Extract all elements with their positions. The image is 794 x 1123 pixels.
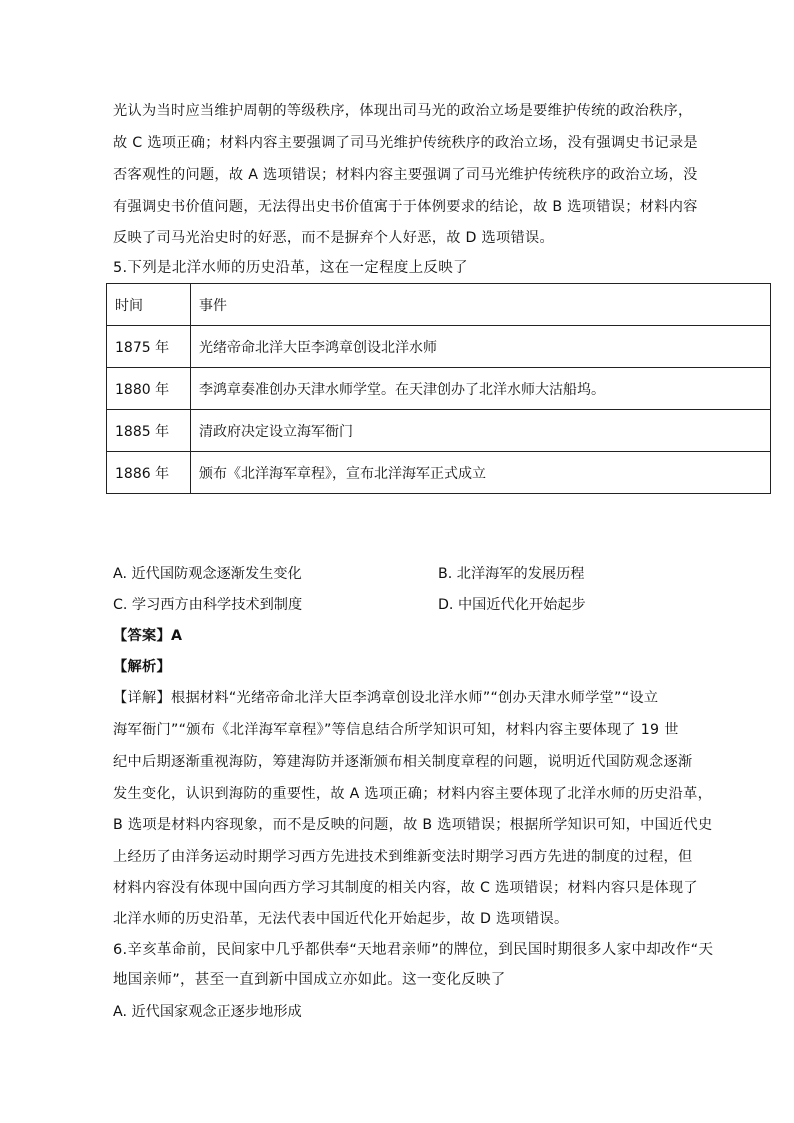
option-a: A. 近代国家观念正逐步地形成 xyxy=(113,1004,302,1020)
analysis-line: 海军衙门”“颁布《北洋海军章程》”等信息结合所学知识可知，材料内容主要体现了 19 世 xyxy=(113,722,679,738)
table-header-row xyxy=(107,284,771,326)
analysis-line: 反映了司马光治史时的好恶，而不是摒弃个人好恶，故 D 选项错误。 xyxy=(113,230,554,246)
analysis-line: 【详解】根据材料“光绪帝命北洋大臣李鸿章创设北洋水师”“创办天津水师学堂”“设立 xyxy=(113,690,659,706)
question-stem: 地国亲师”，甚至一直到新中国成立亦如此。这一变化反映了 xyxy=(113,972,506,988)
table-cell-year: 1885 年 xyxy=(107,410,191,452)
table-row xyxy=(107,410,771,452)
analysis-line: 北洋水师的历史沿革，无法代表中国近代化开始起步，故 D 选项错误。 xyxy=(113,911,569,927)
table-row xyxy=(107,452,771,494)
history-table xyxy=(106,283,771,494)
option-c: C. 学习西方由科学技术到制度 xyxy=(113,597,303,613)
table-cell-year: 1880 年 xyxy=(107,368,191,410)
table-cell-event: 光绪帝命北洋大臣李鸿章创设北洋水师 xyxy=(191,326,771,368)
table-cell-event: 清政府决定设立海军衙门 xyxy=(191,410,771,452)
question-stem: 5.下列是北洋水师的历史沿革，这在一定程度上反映了 xyxy=(113,260,468,276)
answer-label: 【答案】A xyxy=(113,628,183,644)
analysis-line: 材料内容没有体现中国向西方学习其制度的相关内容，故 C 选项错误；材料内容只是体现了 xyxy=(113,880,698,896)
table-cell-event: 李鸿章奏准创办天津水师学堂。在天津创办了北洋水师大沽船坞。 xyxy=(191,368,771,410)
table-cell-event: 颁布《北洋海军章程》，宣布北洋海军正式成立 xyxy=(191,452,771,494)
analysis-line: 光认为当时应当维护周朝的等级秩序，体现出司马光的政治立场是要维护传统的政治秩序， xyxy=(113,103,693,119)
option-a: A. 近代国防观念逐渐发生变化 xyxy=(113,566,302,582)
table-row xyxy=(107,326,771,368)
analysis-line: 纪中后期逐渐重视海防，筹建海防并逐渐颁布相关制度章程的问题，说明近代国防观念逐渐 xyxy=(113,754,693,770)
analysis-label: 【解析】 xyxy=(113,659,171,675)
analysis-line: 发生变化，认识到海防的重要性，故 A 选项正确；材料内容主要体现了北洋水师的历史沿革， xyxy=(113,786,713,802)
option-d: D. 中国近代化开始起步 xyxy=(438,597,586,613)
question-stem: 6.辛亥革命前，民间家中几乎都供奉“天地君亲师”的牌位，到民国时期很多人家中却改作“天 xyxy=(113,942,714,958)
analysis-line: 上经历了由洋务运动时期学习西方先进技术到维新变法时期学习西方先进的制度的过程，但 xyxy=(113,849,693,865)
table-cell-year: 1886 年 xyxy=(107,452,191,494)
table-row xyxy=(107,368,771,410)
analysis-line: 故 C 选项正确；材料内容主要强调了司马光维护传统秩序的政治立场，没有强调史书记录是 xyxy=(113,135,698,151)
option-b: B. 北洋海军的发展历程 xyxy=(438,566,585,582)
table-header-cell: 事件 xyxy=(191,284,771,326)
analysis-line: 否客观性的问题，故 A 选项错误；材料内容主要强调了司马光维护传统秩序的政治立场，没 xyxy=(113,167,698,183)
analysis-line: B 选项是材料内容现象，而不是反映的问题，故 B 选项错误；根据所学知识可知，中国近代史 xyxy=(113,817,713,833)
table-header-cell: 时间 xyxy=(107,284,191,326)
analysis-line: 有强调史书价值问题，无法得出史书价值寓于于体例要求的结论，故 B 选项错误；材料内容 xyxy=(113,199,698,215)
table-cell-year: 1875 年 xyxy=(107,326,191,368)
